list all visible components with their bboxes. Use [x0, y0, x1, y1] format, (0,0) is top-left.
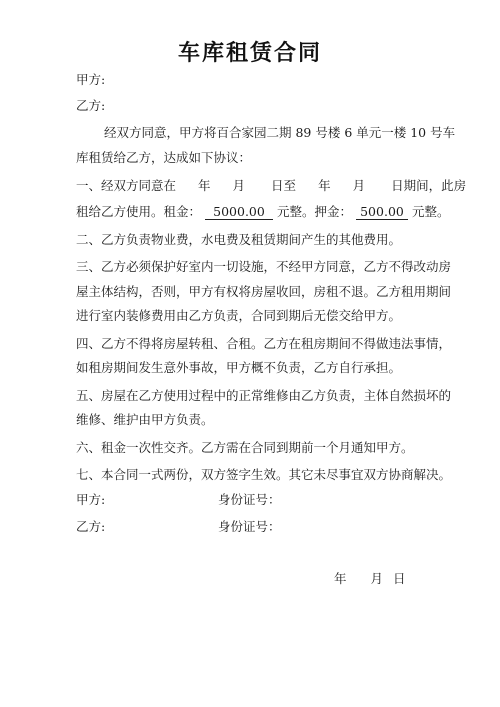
clause-1-year-2: 年 — [318, 178, 331, 193]
clause-1-line-2 — [76, 204, 450, 220]
date-day: 日 — [393, 571, 406, 586]
clause-1-line-1 — [76, 178, 467, 194]
clause-3-line-2: 屋主体结构，否则，甲方有权将房屋收回，房租不退。乙方租用期间 — [76, 284, 452, 299]
clause-1-month-1: 月 — [232, 178, 246, 193]
rent-label: 租给乙方使用。租金： — [76, 204, 202, 219]
clause-1-tail: 日期间，此房 — [391, 178, 467, 193]
clause-1-year-1: 年 — [198, 178, 211, 193]
intro-line-2: 库租赁给乙方，达成如下协议： — [76, 150, 252, 165]
intro-line-1: 经双方同意，甲方将百合家园二期 89 号楼 6 单元一楼 10 号车 — [104, 125, 456, 140]
clause-4-line-2: 如租房期间发生意外事故，甲方概不负责，乙方自行承担。 — [76, 360, 402, 375]
clause-3-line-3: 进行室内装修费用由乙方负责，合同到期后无偿交给甲方。 — [76, 308, 402, 323]
clause-1-month-2: 月 — [352, 178, 366, 193]
clause-5-line-1: 五、房屋在乙方使用过程中的正常维修由乙方负责，主体自然损坏的 — [76, 388, 452, 403]
signature-party-a: 甲方: — [76, 492, 106, 507]
clause-4-line-1: 四、乙方不得将房屋转租、合租。乙方在租房期间不得做违法事情， — [76, 336, 452, 351]
signature-party-b: 乙方: — [76, 519, 106, 534]
clause-1-day-to: 日至 — [271, 178, 297, 193]
rent-value: 5000.00 — [205, 205, 273, 220]
clause-2: 二、乙方负责物业费，水电费及租赁期间产生的其他费用。 — [76, 232, 402, 247]
clause-5-line-2: 维修、维护由甲方负责。 — [76, 412, 214, 427]
date-month: 月 — [370, 571, 384, 586]
party-a-label: 甲方: — [76, 72, 106, 87]
clause-7: 七、本合同一式两份，双方签字生效。其它未尽事宜双方协商解决。 — [76, 467, 452, 482]
clause-1-prefix: 一、经双方同意在 — [76, 178, 177, 193]
deposit-value: 500.00 — [356, 205, 408, 220]
clause-3-line-1: 三、乙方必须保护好室内一切设施，不经甲方同意，乙方不得改动房 — [76, 259, 452, 274]
date-year: 年 — [334, 571, 347, 586]
document-title: 车库租赁合同 — [177, 41, 322, 66]
clause-6: 六、租金一次性交齐。乙方需在合同到期前一个月通知甲方。 — [76, 440, 414, 455]
party-b-label: 乙方: — [76, 98, 106, 113]
deposit-suffix: 元整。 — [411, 204, 450, 219]
signature-party-a-id: 身份证号： — [218, 492, 281, 507]
signing-date — [334, 569, 406, 587]
rent-suffix: 元整。押金： — [276, 204, 352, 219]
signature-party-b-id: 身份证号： — [218, 519, 281, 534]
